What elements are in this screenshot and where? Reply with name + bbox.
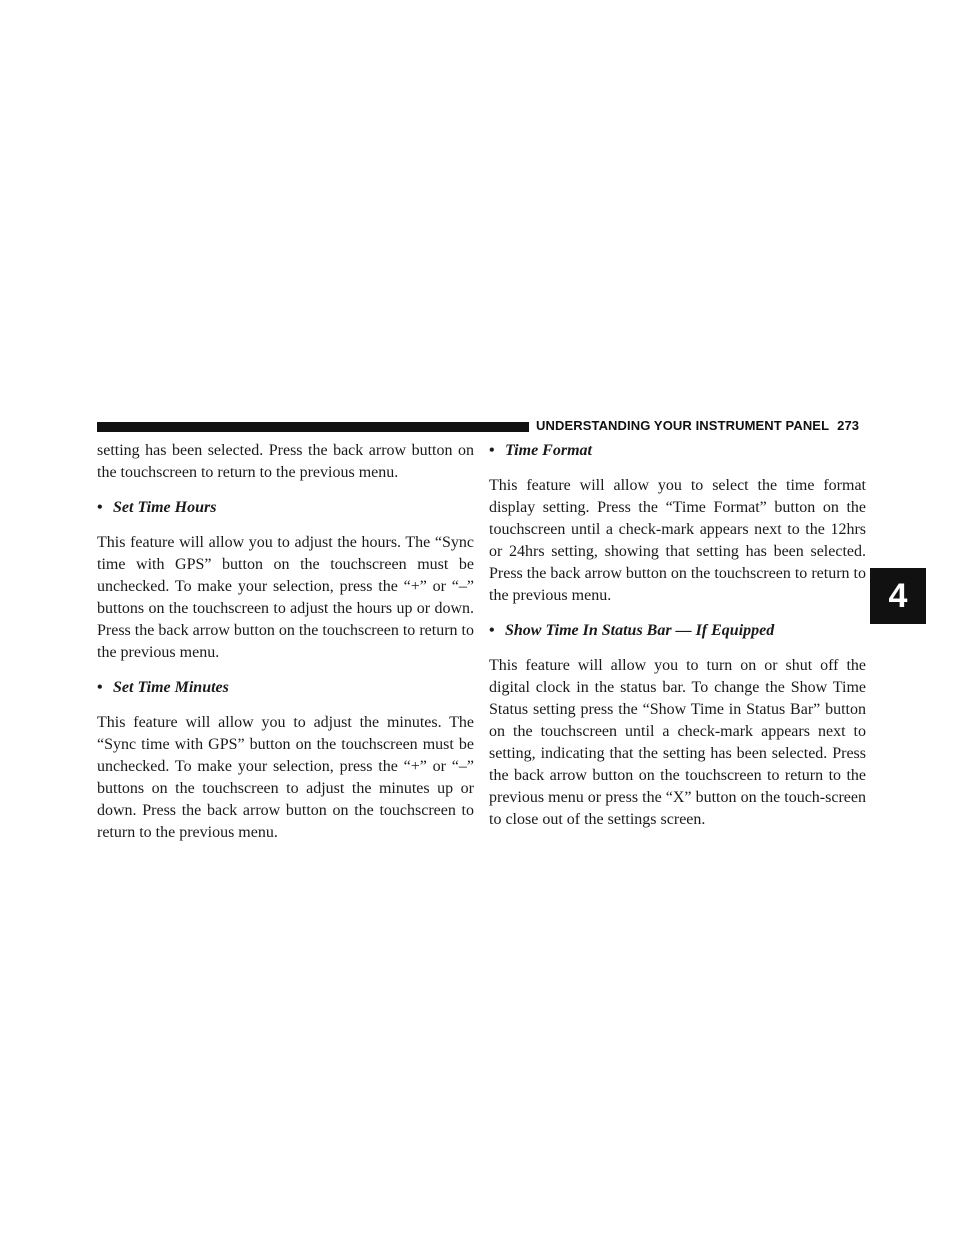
left-column: [97, 440, 474, 857]
set-time-hours-body: This feature will allow you to adjust the hours. The “Sync time with GPS” button on the touchscreen must be unchecked. To make your selection, press the “+” or “–” buttons on the touchscreen to adjust the hours up or down. Press the back arrow button on the touchscreen to return to the previous menu.: [97, 534, 474, 661]
show-time-status-bar-body: This feature will allow you to turn on or shut off the digital clock in the status bar. To change the Show Time Status setting press the “Show Time in Status Bar” button on the touchscreen until a check-mark appears next to setting, indicating that the setting has been selected. Press the back arrow button on the touchscreen to return to the previous menu or press the “X” button on the touch-screen to close out of the settings screen.: [489, 657, 866, 828]
heading-text: Set Time Hours: [113, 499, 217, 516]
show-time-status-bar-heading: [489, 620, 866, 642]
right-column: [489, 440, 866, 844]
set-time-minutes-heading: [97, 677, 474, 699]
running-header: [536, 418, 862, 433]
bullet-icon: •: [489, 442, 495, 459]
set-time-minutes-body: This feature will allow you to adjust the minutes. The “Sync time with GPS” button on the touchscreen must be unchecked. To make your selection, press the “+” or “–” buttons on the touchscreen to adjust the minutes up or down. Press the back arrow button on the touchscreen to return to the previous menu.: [97, 714, 474, 841]
intro-paragraph: setting has been selected. Press the back arrow button on the touchscreen to return to the previous menu.: [97, 442, 474, 481]
bullet-icon: •: [97, 679, 103, 696]
page-number: 273: [837, 418, 860, 433]
chapter-tab: 4: [870, 568, 926, 624]
bullet-icon: •: [489, 622, 495, 639]
heading-text: Set Time Minutes: [113, 679, 229, 696]
set-time-hours-heading: [97, 497, 474, 519]
heading-text: Show Time In Status Bar — If Equipped: [505, 622, 775, 639]
header-rule: [97, 422, 529, 432]
bullet-icon: •: [97, 499, 103, 516]
heading-text: Time Format: [505, 442, 592, 459]
time-format-body: This feature will allow you to select the time format display setting. Press the “Time Format” button on the touchscreen until a check-mark appears next to the 12hrs or 24hrs setting, showing that setting has been selected. Press the back arrow button on the touchscreen to return to the previous menu.: [489, 477, 866, 604]
time-format-heading: [489, 440, 866, 462]
section-title: UNDERSTANDING YOUR INSTRUMENT PANEL: [536, 418, 830, 433]
